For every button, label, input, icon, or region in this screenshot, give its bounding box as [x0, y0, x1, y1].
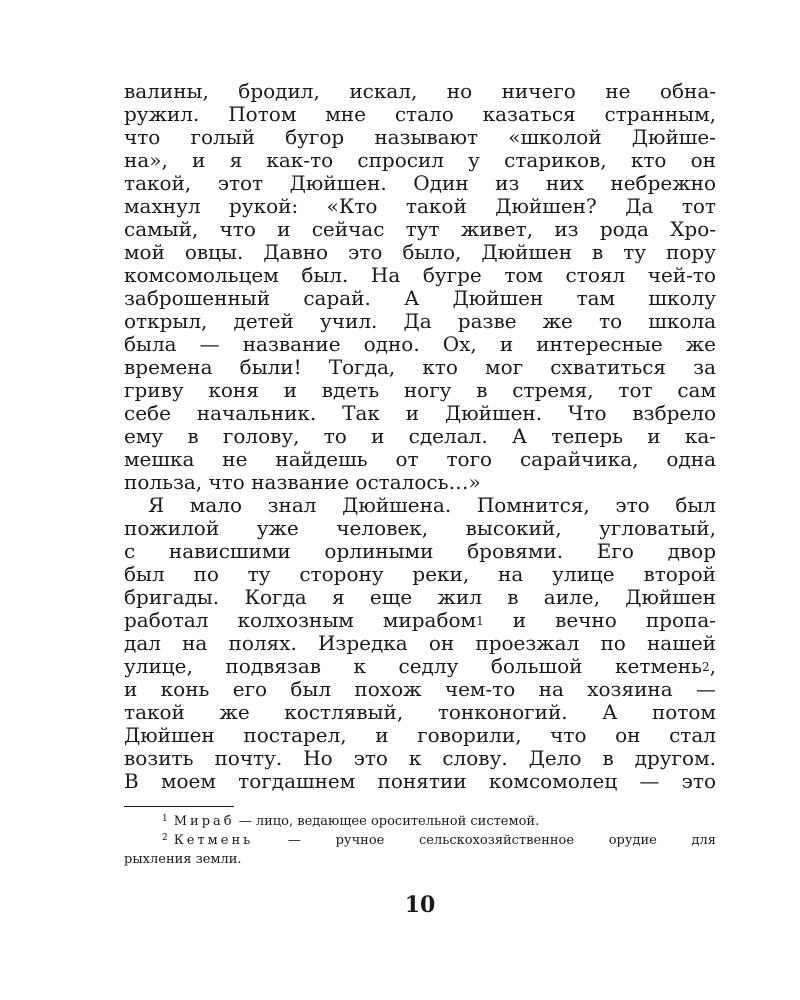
page-number: 10 [404, 892, 436, 918]
text-line: ружил. Потом мне стало казаться странным, [124, 102, 716, 126]
text-line: заброшенный сарай. А Дюйшен там школу [124, 286, 716, 310]
body-text [124, 80, 716, 793]
text-line: себе начальник. Так и Дюйшен. Что взбрело [124, 401, 716, 425]
text-line: В моем тогдашнем понятии комсомолец — это [124, 769, 716, 793]
text-line: дал на полях. Изредка он проезжал по нашей [124, 631, 716, 655]
text-line: бригады. Когда я еще жил в аиле, Дюйшен [124, 585, 716, 609]
text-line: махнул рукой: «Кто такой Дюйшен? Да тот [124, 194, 716, 218]
footnote-2-continuation: рыхления земли. [124, 852, 242, 867]
footnote-number: 1 [162, 814, 168, 824]
footnote-2 [124, 831, 716, 850]
text-segment: и вечно пропа- [512, 608, 717, 632]
text-line: был по ту сторону реки, на улице второй [124, 562, 716, 586]
text-line: валины, бродил, искал, но ничего не обна- [124, 79, 716, 103]
footnote-ref-1[interactable]: 1 [476, 614, 484, 628]
text-line: польза, что название осталось…» [124, 470, 481, 494]
text-segment: работал колхозным мирабом [124, 608, 477, 632]
text-line: мой овцы. Давно это было, Дюйшен в ту пору [124, 240, 716, 264]
footnote-term: Кетмень [173, 833, 254, 848]
footnote-divider [124, 806, 234, 807]
text-line: и конь его был похож чем-то на хозяина — [124, 677, 716, 701]
text-line: что голый бугор называют «школой Дюйше- [124, 125, 716, 149]
text-line: Дюйшен постарел, и говорили, что он стал [124, 723, 716, 747]
text-line: с нависшими орлиными бровями. Его двор [124, 539, 716, 563]
text-line: самый, что и сейчас тут живет, из рода Хро- [124, 217, 716, 241]
footnote-number: 2 [162, 833, 168, 843]
text-line: мешка не найдешь от того сарайчика, одна [124, 447, 716, 471]
text-line [124, 655, 716, 678]
text-line: ему в голову, то и сделал. А теперь и ка- [124, 424, 716, 448]
text-line: комсомольцем был. На бугре том стоял чей-то [124, 263, 716, 287]
text-line: пожилой уже человек, высокий, угловатый, [124, 516, 716, 540]
text-line [124, 609, 716, 632]
text-line: времена были! Тогда, кто мог схватиться за [124, 355, 716, 379]
text-line: открыл, детей учил. Да разве же то школа [124, 309, 716, 333]
footnote-text: — лицо, ведающее оросительной системой. [238, 814, 540, 829]
text-line: на», и я как-то спросил у стариков, кто он [124, 148, 716, 172]
text-line: была — название одно. Ох, и интересные же [124, 332, 716, 356]
text-line: такой, этот Дюйшен. Один из них небрежно [124, 171, 716, 195]
footnotes [124, 812, 716, 869]
footnote-text: — ручное сельскохозяйственное орудие для [287, 833, 716, 848]
text-line: такой же костлявый, тонконогий. А потом [124, 700, 716, 724]
text-segment: улице, подвязав к седлу большой кетмень [124, 654, 702, 678]
paragraph-start-line: Я мало знал Дюйшена. Помнится, это был [148, 493, 716, 517]
footnote-term: Мираб [173, 814, 235, 829]
footnote-1 [124, 812, 716, 831]
footnote-ref-2[interactable]: 2 [702, 660, 710, 674]
text-line: гриву коня и вдеть ногу в стремя, тот сам [124, 378, 716, 402]
text-segment: , [709, 654, 716, 678]
text-line: возить почту. Но это к слову. Дело в другом. [124, 746, 716, 770]
